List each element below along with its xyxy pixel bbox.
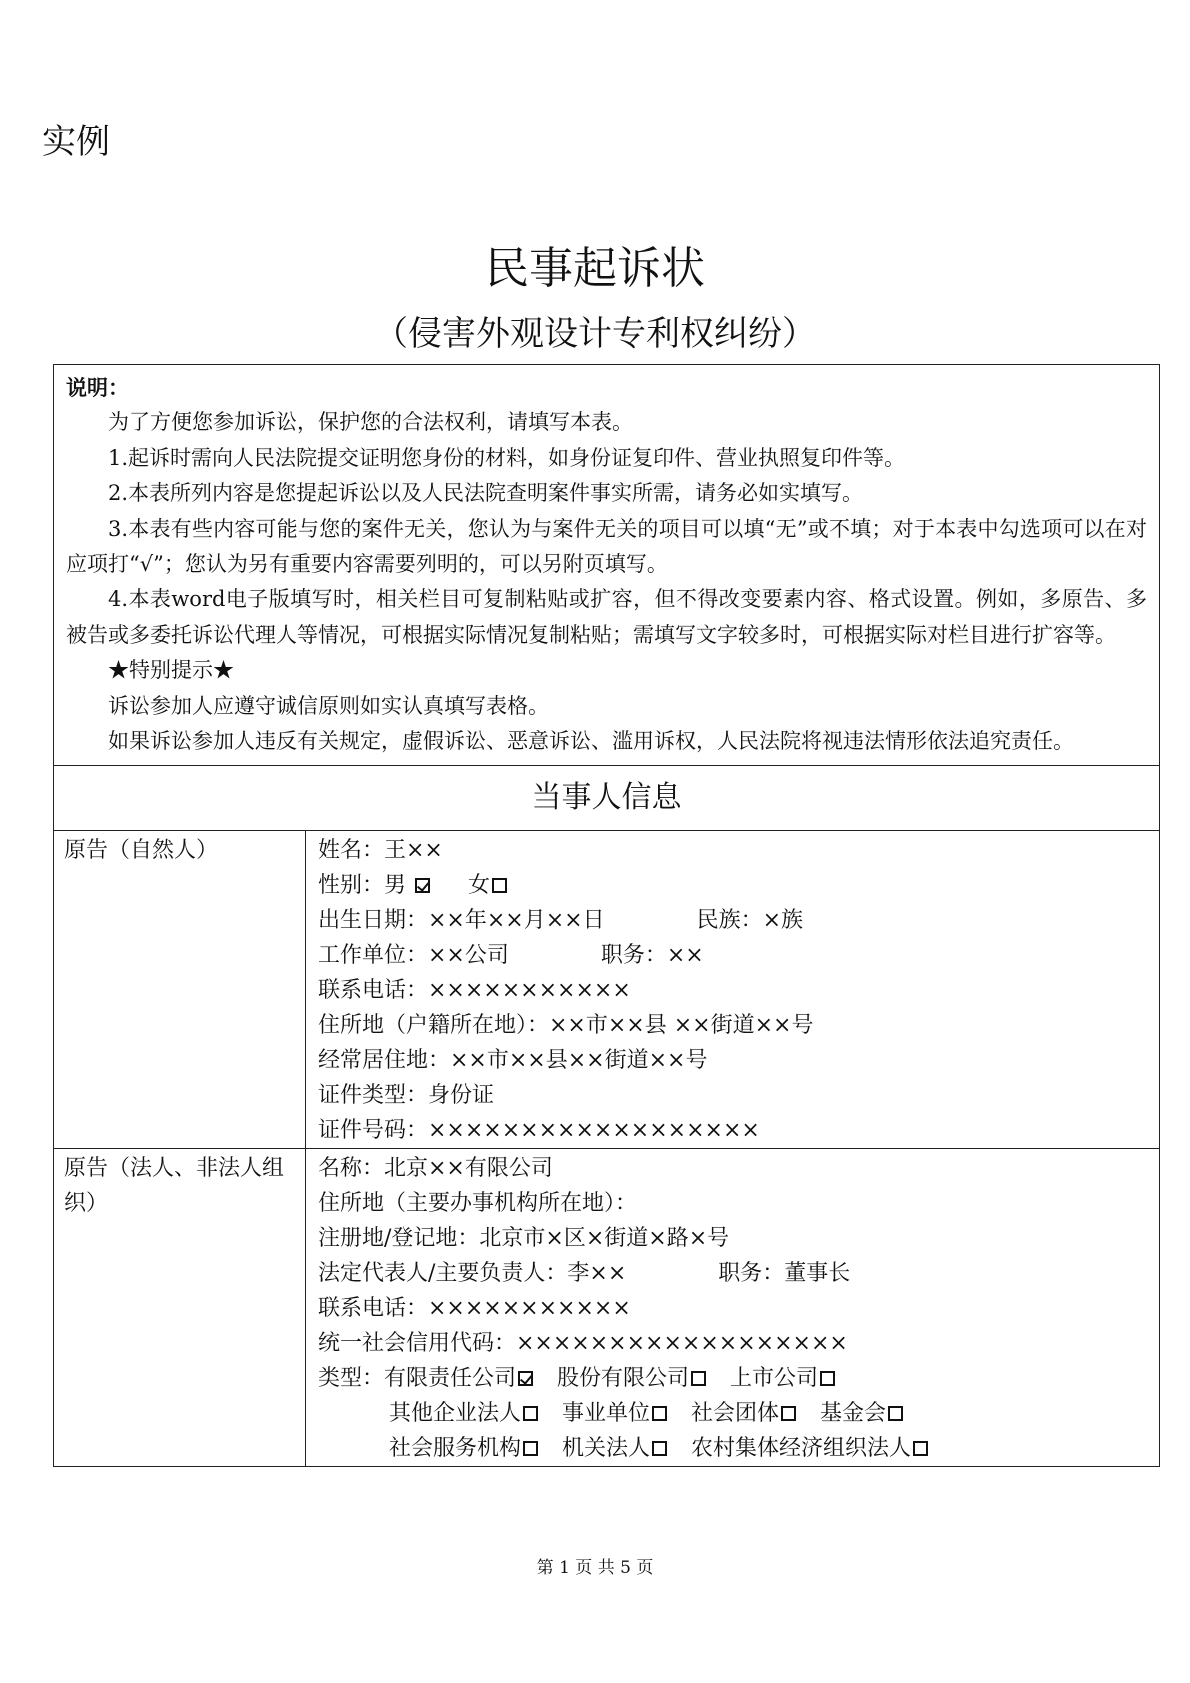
instruction-paragraph: 1.起诉时需向人民法院提交证明您身份的材料，如身份证复印件、营业执照复印件等。 [108, 445, 906, 470]
female-checkbox[interactable] [492, 878, 507, 893]
entity-type-option-label: 其他企业法人 [389, 1401, 522, 1427]
domicile-field[interactable]: 住所地（户籍所在地）：××市××县 ××街道××号 [318, 1013, 814, 1039]
gender-label: 性别： [318, 873, 385, 899]
plaintiff-legal-entity-row [54, 1149, 1159, 1466]
instruction-paragraph: 3.本表有些内容可能与您的案件无关，您认为与案件无关的项目可以填“无”或不填；对于本表中勾选项可以在对应项打“√”；您认为另有重要内容需要列明的，可以另附页填写。 [66, 516, 1147, 577]
instruction-paragraph: 为了方便您参加诉讼，保护您的合法权利，请填写本表。 [108, 410, 633, 435]
entity-type-checkbox[interactable] [691, 1371, 706, 1386]
entity-type-checkbox[interactable] [523, 1441, 538, 1456]
entity-phone-field[interactable]: 联系电话：××××××××××× [318, 1296, 631, 1322]
entity-type-line-3 [318, 1431, 1147, 1466]
entity-type-checkbox[interactable] [820, 1371, 835, 1386]
entity-type-option-label: 社会服务机构 [389, 1436, 522, 1462]
entity-type-checkbox[interactable] [523, 1406, 538, 1421]
entity-type-option-label: 上市公司 [730, 1366, 819, 1392]
instructions-section [54, 365, 1159, 766]
birth-ethnicity-line [318, 903, 1147, 938]
complaint-form [53, 364, 1160, 1467]
entity-type-checkbox[interactable] [652, 1406, 667, 1421]
row-label: 原告（法人、非法人组织） [54, 1149, 306, 1466]
representative-field[interactable]: 法定代表人/主要负责人：李×× [318, 1261, 627, 1287]
ethnicity-field[interactable]: 民族：×族 [696, 908, 804, 934]
residence-field[interactable]: 经常居住地：××市××县××街道××号 [318, 1048, 708, 1074]
entity-type-line-1 [318, 1361, 1147, 1396]
entity-type-label: 类型： [318, 1366, 385, 1392]
entity-type-option-label: 农村集体经济组织法人 [691, 1436, 912, 1462]
instruction-paragraph: 如果诉讼参加人违反有关规定，虚假诉讼、恶意诉讼、滥用诉权，人民法院将视违法情形依法追究责任。 [108, 729, 1074, 754]
employer-position-line [318, 938, 1147, 973]
entity-domicile-field[interactable]: 住所地（主要办事机构所在地）： [318, 1191, 638, 1217]
phone-field[interactable]: 联系电话：××××××××××× [318, 978, 631, 1004]
example-label: 实例 [42, 122, 110, 162]
representative-line [318, 1256, 1147, 1291]
entity-type-checkbox[interactable] [652, 1441, 667, 1456]
representative-position-field[interactable]: 职务：董事长 [718, 1261, 851, 1287]
registered-address-field[interactable]: 注册地/登记地：北京市×区×街道×路×号 [318, 1226, 730, 1252]
document-title: 民事起诉状 [485, 243, 705, 294]
female-option-label: 女 [468, 873, 491, 899]
position-field[interactable]: 职务：×× [600, 943, 704, 969]
instruction-paragraph: 4.本表word电子版填写时，相关栏目可复制粘贴或扩容，但不得改变要素内容、格式设置。例如，多原告、多被告或多委托诉讼代理人等情况，可根据实际情况复制粘贴；需填写文字较多时，可根据实际对栏目进行扩容等。 [66, 587, 1147, 647]
entity-type-checkbox[interactable] [913, 1441, 928, 1456]
entity-type-checkbox[interactable] [518, 1371, 533, 1386]
male-checkbox[interactable] [415, 878, 430, 893]
entity-type-option-label: 有限责任公司 [384, 1366, 517, 1392]
entity-type-option-label: 事业单位 [562, 1401, 651, 1427]
section-title: 当事人信息 [54, 766, 1159, 831]
entity-type-option-label: 机关法人 [562, 1436, 651, 1462]
male-option-label: 男 [384, 873, 407, 899]
instruction-paragraph: 诉讼参加人应遵守诚信原则如实认真填写表格。 [108, 693, 549, 718]
name-field[interactable]: 姓名：王×× [318, 838, 443, 864]
document-subtitle: （侵害外观设计专利权纠纷） [374, 314, 816, 354]
id-number-field[interactable]: 证件号码：×××××××××××××××××× [318, 1118, 760, 1144]
credit-code-field[interactable]: 统一社会信用代码：×××××××××××××××××× [318, 1331, 848, 1357]
instruction-paragraph: 2.本表所列内容是您提起诉讼以及人民法院查明案件事实所需，请务必如实填写。 [108, 481, 864, 506]
plaintiff-natural-person-row [54, 831, 1159, 1149]
entity-type-option-label: 社会团体 [691, 1401, 780, 1427]
plaintiff-legal-entity-details [306, 1149, 1159, 1466]
entity-type-line-2 [318, 1396, 1147, 1431]
instructions-heading: 说明： [66, 375, 129, 400]
entity-name-field[interactable]: 名称：北京××有限公司 [318, 1156, 553, 1182]
birth-date-field[interactable]: 出生日期：××年××月××日 [318, 908, 605, 934]
page-footer: 第 1 页 共 5 页 [536, 1558, 654, 1578]
row-label: 原告（自然人） [54, 831, 306, 1148]
entity-type-checkbox[interactable] [888, 1406, 903, 1421]
plaintiff-natural-person-details [306, 831, 1159, 1148]
entity-type-option-label: 基金会 [820, 1401, 887, 1427]
id-type-field[interactable]: 证件类型：身份证 [318, 1083, 495, 1109]
gender-field [318, 868, 1147, 903]
entity-type-option-label: 股份有限公司 [557, 1366, 690, 1392]
special-notice-heading: ★特别提示★ [108, 658, 234, 683]
employer-field[interactable]: 工作单位：××公司 [318, 943, 509, 969]
entity-type-checkbox[interactable] [781, 1406, 796, 1421]
